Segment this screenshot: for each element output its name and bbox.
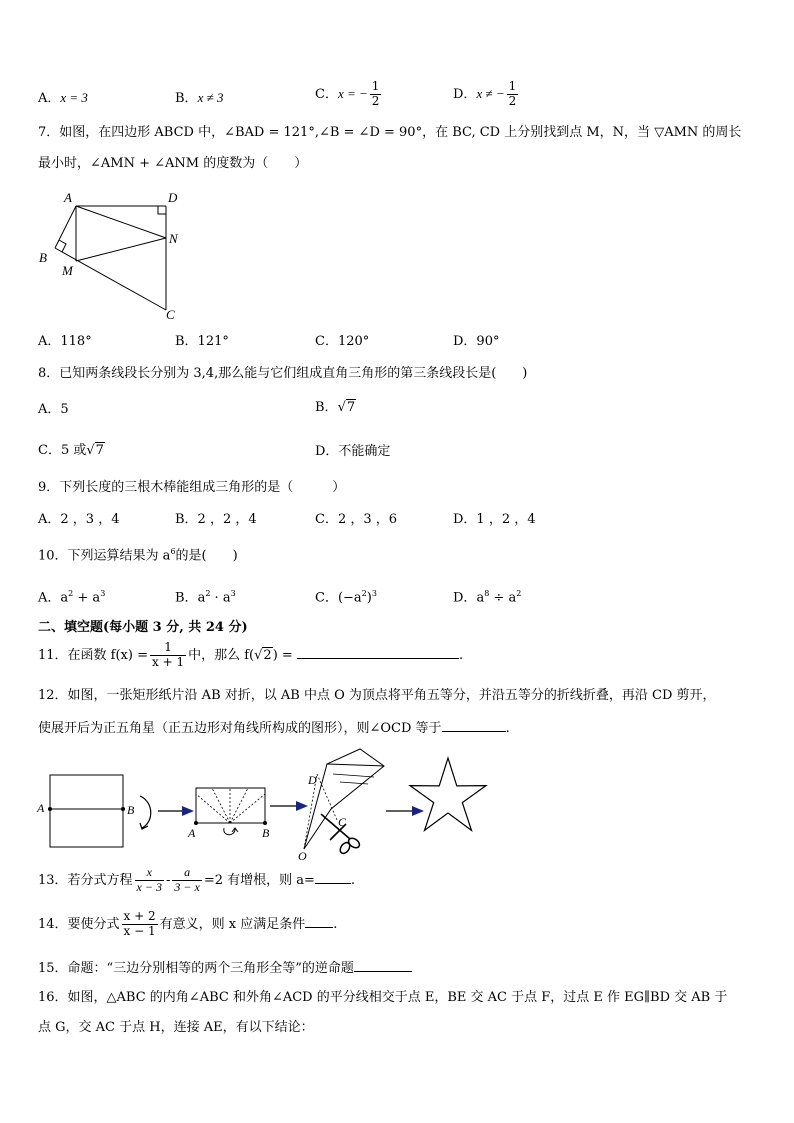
q8-option-b-sqrt: √7 xyxy=(337,400,356,415)
q14-post: 有意义，则 x 应满足条件 xyxy=(159,916,306,932)
q10-option-c-exp2: 3 xyxy=(371,589,377,598)
q7-option-a: A．118° xyxy=(38,334,92,349)
q11-pre: 11．在函数 f(x) = xyxy=(38,647,148,663)
q6-option-c-numerator: 1 xyxy=(371,79,380,93)
q12-arrow-1-head xyxy=(182,806,194,816)
q10-option-b-operator: · xyxy=(210,590,223,606)
q6-option-d-numerator: 1 xyxy=(508,79,517,93)
q10-option-d-exp2: 2 xyxy=(516,589,522,598)
q7-quadrilateral-figure xyxy=(30,186,190,322)
q10-option-d-label: D． xyxy=(453,590,477,606)
q12-step2-ray-2 xyxy=(212,788,230,823)
q6-option-b-expr: x ≠ 3 xyxy=(197,90,224,105)
q6-option-d-label: D． xyxy=(453,86,477,102)
q13-fraction-2-numerator: a xyxy=(172,866,201,881)
section-2-heading: 二、填空题(每小题 3 分, 共 24 分) xyxy=(38,620,248,635)
q8-option-b-radicand: 7 xyxy=(346,400,356,415)
q10-option-c-term2: ) xyxy=(366,590,372,606)
q10-option-d-operator: ÷ xyxy=(489,590,509,606)
q9-option-c: C．2 ，3 ，6 xyxy=(315,512,398,527)
q12-step1-point-b xyxy=(121,807,125,811)
q15-answer-blank[interactable] xyxy=(354,959,412,972)
q6-option-c-label: C． xyxy=(315,86,338,102)
q7-stem-line2: 最小时，∠AMN + ∠ANM 的度数为（ ） xyxy=(38,156,308,171)
q10-option-c-label: C． xyxy=(315,590,338,606)
q6-option-c-denominator: 2 xyxy=(371,93,380,108)
q8-option-b-label: B． xyxy=(315,400,338,415)
q14-denominator: x − 1 xyxy=(123,923,156,938)
q12-step2-point-b xyxy=(263,821,267,825)
q10-option-b-term1: a xyxy=(197,590,206,606)
q12-step2-point-a xyxy=(194,821,198,825)
q10-option-c xyxy=(315,589,377,606)
q6-option-a xyxy=(38,90,88,107)
q12-arrow-2-head xyxy=(296,801,308,811)
q13-pre: 13．若分式方程 xyxy=(38,872,133,888)
q11-radicand: 2 xyxy=(263,647,272,663)
q7-label-m: M xyxy=(62,263,73,278)
q7-label-d: D xyxy=(168,190,178,205)
q12-answer-blank[interactable] xyxy=(442,719,506,732)
q10-option-a-exp2: 3 xyxy=(100,589,106,598)
q15-line xyxy=(38,959,412,977)
q8-option-c xyxy=(38,443,105,459)
q13-fraction-1 xyxy=(135,866,164,895)
q8-option-b xyxy=(315,400,356,416)
q9-option-b: B．2 ，2 ，4 xyxy=(175,512,257,527)
q16-stem-line1: 16．如图，△ABC 的内角∠ABC 和外角∠ACD 的平分线相交于点 E，BE 交 AC 于点 F，过点 E 作 EG∥BD 交 AB 于 xyxy=(38,990,728,1005)
q12-stem-line1: 12．如图，一张矩形纸片沿 AB 对折，以 AB 中点 O 为顶点将平角五等分，并沿五等分的折线折叠，再沿 CD 剪开， xyxy=(38,688,716,703)
q6-option-d xyxy=(453,80,520,109)
q12-step3-label-c: C xyxy=(338,815,347,829)
q7-option-d: D．90° xyxy=(453,334,500,349)
q7-edge-bc xyxy=(55,248,166,310)
q7-segment-mn xyxy=(76,238,166,261)
q6-option-b xyxy=(175,90,223,107)
q6-option-d-fraction xyxy=(507,80,519,109)
q6-option-b-label: B． xyxy=(175,91,198,106)
q12-arrow-3-head xyxy=(412,806,424,816)
q12-fold-arrow-2 xyxy=(224,828,235,835)
q12-step2-ray-4 xyxy=(230,788,248,823)
q6-option-c-lhs: x = − xyxy=(337,85,368,101)
q6-option-d-denominator: 2 xyxy=(508,93,517,108)
q10-option-b-term2: a xyxy=(222,590,231,606)
q13-fraction-1-denominator: x − 3 xyxy=(136,879,162,894)
q6-option-a-expr: x = 3 xyxy=(60,90,88,105)
q12-step1-rectangle xyxy=(50,775,123,847)
q10-option-a-operator: + xyxy=(73,590,93,606)
q10-option-d-term2: a xyxy=(508,590,517,606)
q10-option-b xyxy=(175,589,236,606)
q12-step3-cut-line xyxy=(317,774,337,820)
q7-option-b: B．121° xyxy=(175,334,229,349)
q10-option-c-term1: (−a xyxy=(337,590,362,606)
q7-option-c: C．120° xyxy=(315,334,370,349)
q10-option-d-exp1: 8 xyxy=(484,589,490,598)
q12-step2-ray-5 xyxy=(230,794,265,823)
q11-answer-blank[interactable] xyxy=(297,646,459,659)
q7-right-angle-d xyxy=(158,206,166,214)
q11-line: 11．在函数 f(x) = $\frac{1}{x + 1}$ 中，那么 f(√2) = . xyxy=(38,640,464,669)
q9-option-d: D．1 ，2 ，4 xyxy=(453,512,536,527)
q6-option-c-fraction xyxy=(370,80,382,109)
q10-option-a-exp1: 2 xyxy=(68,589,74,598)
q6-option-a-label: A． xyxy=(38,91,61,106)
q14-fraction xyxy=(122,910,158,939)
q6-option-d-lhs: x ≠ − xyxy=(476,85,505,101)
q16-stem-line2: 点 G，交 AC 于点 H，连接 AE，有以下结论： xyxy=(38,1020,314,1035)
q12-step4-star xyxy=(410,758,486,830)
q14-pre: 14．要使分式 xyxy=(38,916,120,932)
q7-label-a: A xyxy=(64,190,72,205)
q8-stem: 8．已知两条线段长分别为 3,4,那么能与它们组成直角三角形的第三条线段长是( ) xyxy=(38,366,528,381)
q13-line: 13．若分式方程 $\frac{x}{x - 3}$ - $\frac{a}{3 - x}$ =2 有增根，则 a= . xyxy=(38,865,356,894)
q14-line: 14．要使分式 $\frac{x + 2}{x - 1}$ 有意义，则 x 应满足条件 . xyxy=(38,909,338,938)
q12-step2-label-b: B xyxy=(262,826,270,840)
q11-fraction xyxy=(150,641,186,670)
q11-denominator: x + 1 xyxy=(152,654,185,669)
q13-answer-blank[interactable] xyxy=(315,871,351,884)
q7-label-n: N xyxy=(169,231,178,246)
q14-answer-blank[interactable] xyxy=(305,915,333,928)
q10-option-d xyxy=(453,589,521,606)
q12-step2-label-a: A xyxy=(188,826,196,840)
q12-step3-fold-1 xyxy=(327,764,384,766)
q10-option-a-term2: a xyxy=(92,590,101,606)
q12-step3-fold-2 xyxy=(333,774,374,777)
q7-stem-line1: 7．如图，在四边形 ABCD 中，∠BAD = 121°,∠B = ∠D = 90°，在 BC, CD 上分别找到点 M，N，当 ▽AMN 的周长 xyxy=(38,125,742,140)
q9-stem: 9．下列长度的三根木棒能组成三角形的是（ ） xyxy=(38,480,346,495)
q10-stem xyxy=(38,547,238,564)
q13-minus: - xyxy=(165,872,171,888)
q8-option-c-radicand: 7 xyxy=(95,443,104,458)
q12-step3-label-o: O xyxy=(298,849,307,863)
q12-step1-label-b: B xyxy=(127,803,135,817)
q11-numerator: 1 xyxy=(150,641,186,656)
q10-option-a-label: A． xyxy=(38,590,61,606)
q13-fraction-2-denominator: 3 − x xyxy=(174,879,200,894)
q10-option-b-exp2: 3 xyxy=(230,589,236,598)
q8-option-d: D．不能确定 xyxy=(315,444,391,459)
q13-post: =2 有增根，则 a= xyxy=(203,872,315,888)
q7-label-b: B xyxy=(39,250,47,265)
q10-option-a-term1: a xyxy=(60,590,69,606)
q8-option-c-label: C．5 或 xyxy=(38,443,87,458)
q12-star-folding-figure xyxy=(34,744,504,864)
q12-stem-line2-text: 使展开后为正五角星（正五边形对角线所构成的图形），则∠OCD 等于 xyxy=(38,721,442,736)
q6-option-c xyxy=(315,80,383,109)
q7-edge-ab xyxy=(55,206,76,248)
q7-label-c: C xyxy=(166,307,175,322)
q15-text: 15．命题：“三边分别相等的两个三角形全等”的逆命题 xyxy=(38,961,354,976)
q12-stem-line2: 使展开后为正五角星（正五边形对角线所构成的图形），则∠OCD 等于 . xyxy=(38,721,510,736)
q12-step1-point-a xyxy=(48,807,52,811)
q12-step2-ray-1 xyxy=(196,794,230,823)
q12-step1-label-a: A xyxy=(37,801,45,815)
q10-option-a xyxy=(38,589,105,606)
q11-post: ) = xyxy=(272,647,293,663)
q10-option-d-term1: a xyxy=(476,590,485,606)
q13-fraction-2 xyxy=(172,866,201,895)
q14-numerator: x + 2 xyxy=(123,909,156,923)
q8-option-c-sqrt: √7 xyxy=(86,443,104,458)
q7-segment-an xyxy=(76,206,166,238)
q10-option-b-label: B． xyxy=(175,590,198,606)
q11-sqrt: √2 xyxy=(254,647,272,663)
q7-right-angle-b xyxy=(59,240,66,252)
q10-option-b-exp1: 2 xyxy=(205,589,211,598)
q11-mid: 中，那么 f( xyxy=(188,647,255,663)
q13-fraction-1-numerator: x xyxy=(135,866,164,881)
q8-option-a: A．5 xyxy=(38,402,69,417)
q12-fold-arrow-1 xyxy=(140,796,151,828)
q10-stem-pre: 10．下列运算结果为 a xyxy=(38,548,171,564)
q10-stem-post: 的是( ) xyxy=(175,548,238,564)
q10-stem-exponent: 6 xyxy=(170,547,176,556)
q12-step2-rectangle xyxy=(196,788,265,823)
q10-option-c-exp1: 2 xyxy=(361,589,367,598)
q9-option-a: A．2 ，3 ，4 xyxy=(38,512,120,527)
q12-step3-label-d: D xyxy=(308,773,317,787)
